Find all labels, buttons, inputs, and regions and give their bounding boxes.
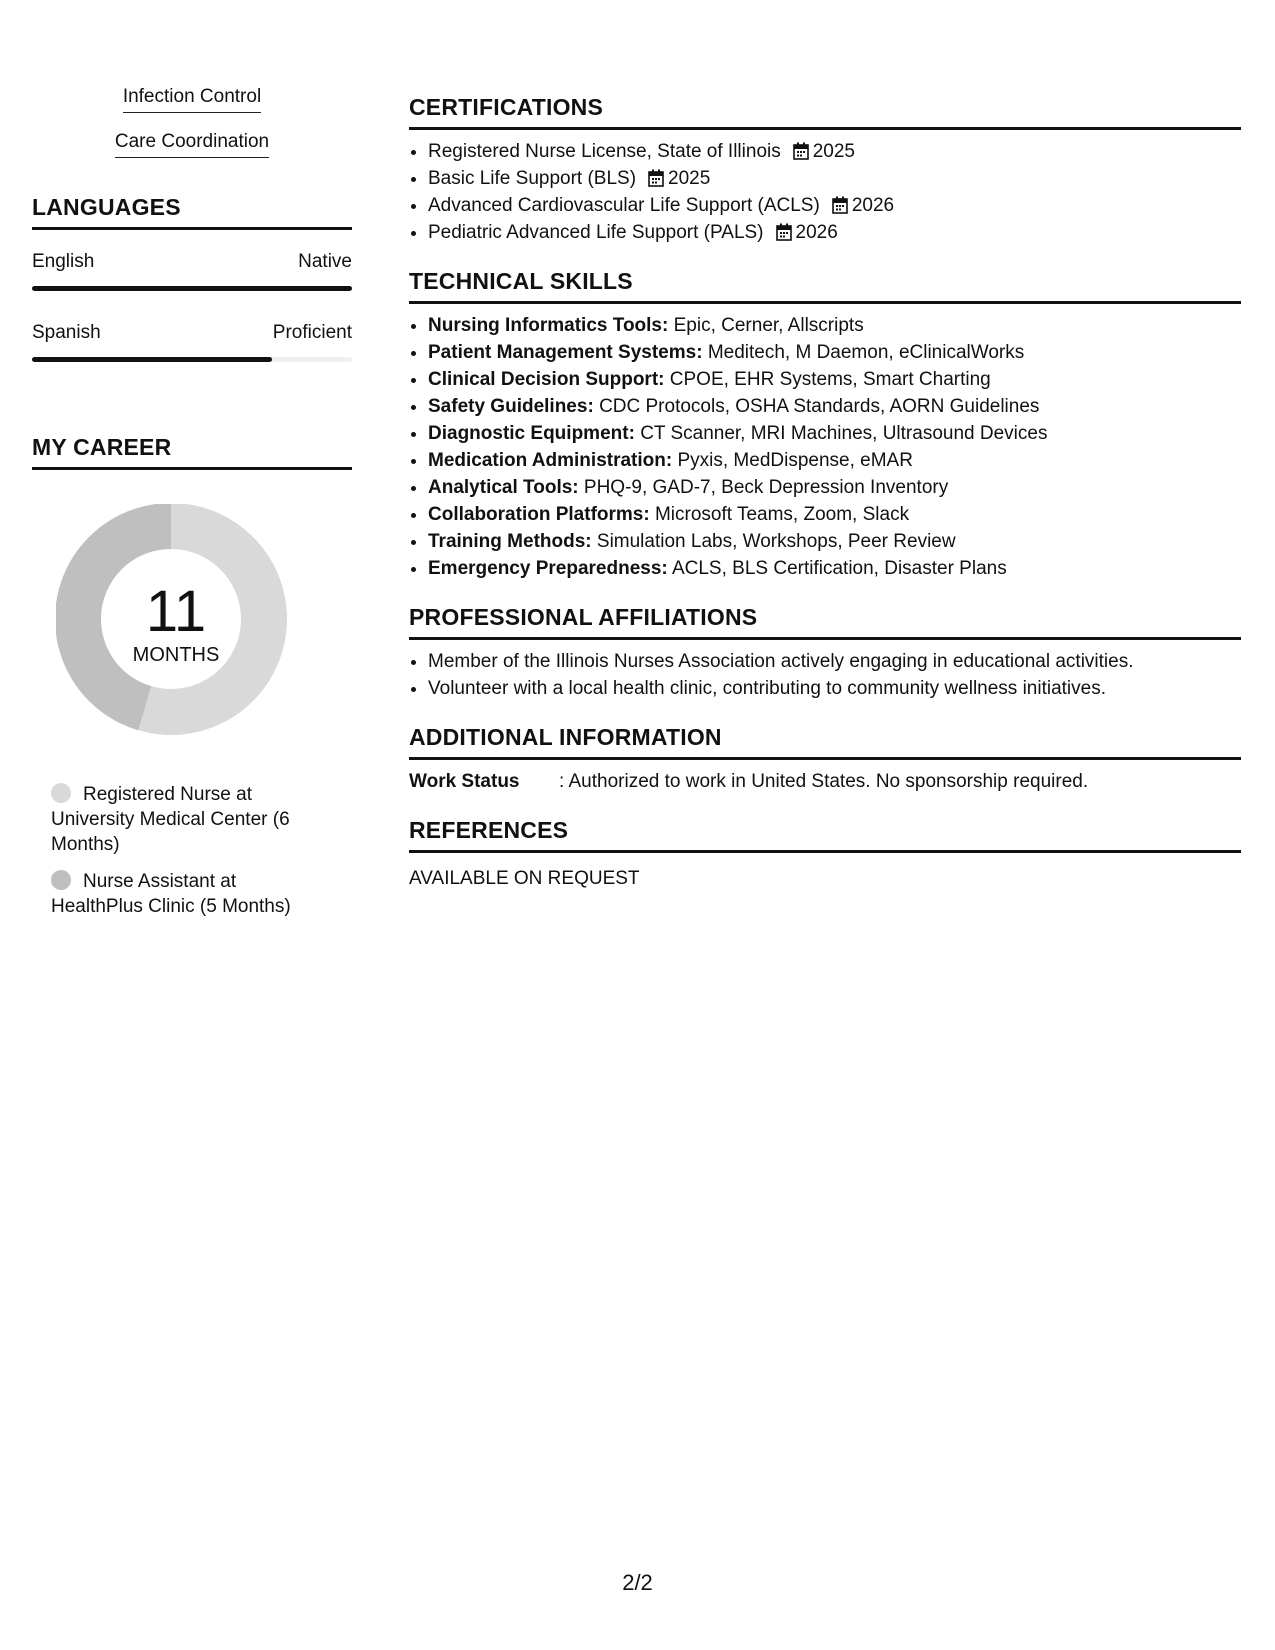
career-total-unit: MONTHS bbox=[132, 644, 220, 666]
certification-item bbox=[428, 192, 1241, 219]
skill-value: ACLS, BLS Certification, Disaster Plans bbox=[671, 558, 1007, 579]
skill-label: Patient Management Systems: bbox=[428, 342, 703, 363]
skill-value: PHQ-9, GAD-7, Beck Depression Inventory bbox=[583, 477, 949, 498]
skill-value: Microsoft Teams, Zoom, Slack bbox=[654, 504, 910, 525]
skill-label: Emergency Preparedness: bbox=[428, 558, 668, 579]
language-item bbox=[32, 250, 352, 291]
skill-label: Nursing Informatics Tools: bbox=[428, 315, 669, 336]
language-level-fill bbox=[32, 286, 352, 291]
skill-label: Safety Guidelines: bbox=[428, 396, 594, 417]
career-heading: MY CAREER bbox=[32, 434, 352, 470]
language-name: English bbox=[32, 251, 95, 272]
technical-skills-heading: TECHNICAL SKILLS bbox=[409, 268, 1241, 304]
affiliation-item: • Member of the Illinois Nurses Association actively engaging in educational activities. bbox=[428, 648, 1241, 675]
language-level: Native bbox=[298, 251, 352, 272]
affiliations-list bbox=[409, 648, 1241, 702]
skill-label: Analytical Tools: bbox=[428, 477, 579, 498]
certification-name: Registered Nurse License, State of Illinois bbox=[428, 141, 781, 162]
language-level-bar bbox=[32, 357, 352, 362]
technical-skill-item bbox=[428, 312, 1241, 339]
certification-year: 2025 bbox=[668, 168, 711, 189]
career-total-months: 11 bbox=[145, 579, 207, 644]
language-level-fill bbox=[32, 357, 272, 362]
languages-heading: LANGUAGES bbox=[32, 194, 352, 230]
sidebar bbox=[32, 84, 352, 931]
language-name: Spanish bbox=[32, 322, 101, 343]
work-status-label: Work Status bbox=[409, 771, 520, 792]
skill-tag: Care Coordination bbox=[115, 129, 269, 158]
calendar-icon bbox=[648, 169, 664, 187]
certification-item bbox=[428, 219, 1241, 246]
technical-skill-item bbox=[428, 501, 1241, 528]
calendar-icon bbox=[793, 142, 809, 160]
language-level: Proficient bbox=[272, 322, 352, 343]
language-level-bar bbox=[32, 286, 352, 291]
certification-name: Pediatric Advanced Life Support (PALS) bbox=[428, 222, 764, 243]
technical-skill-item bbox=[428, 339, 1241, 366]
calendar-icon bbox=[832, 196, 848, 214]
skill-value: CDC Protocols, OSHA Standards, AORN Guidelines bbox=[599, 396, 1040, 417]
career-donut-chart bbox=[56, 504, 306, 754]
work-status-row bbox=[409, 768, 1241, 795]
skill-value: CT Scanner, MRI Machines, Ultrasound Devices bbox=[640, 423, 1048, 444]
skill-label: Clinical Decision Support: bbox=[428, 369, 665, 390]
page-number: 2/2 bbox=[622, 1570, 653, 1595]
technical-skill-item bbox=[428, 447, 1241, 474]
skill-label: Medication Administration: bbox=[428, 450, 673, 471]
additional-info-heading: ADDITIONAL INFORMATION bbox=[409, 724, 1241, 760]
technical-skills-list bbox=[409, 312, 1241, 582]
skill-value: Simulation Labs, Workshops, Peer Review bbox=[596, 531, 956, 552]
skill-value: Meditech, M Daemon, eClinicalWorks bbox=[707, 342, 1025, 363]
certification-name: Basic Life Support (BLS) bbox=[428, 168, 637, 189]
technical-skill-item bbox=[428, 393, 1241, 420]
work-status-value: : Authorized to work in United States. No sponsorship required. bbox=[559, 771, 1089, 792]
certification-year: 2026 bbox=[851, 195, 895, 216]
technical-skill-item bbox=[428, 528, 1241, 555]
affiliations-heading: PROFESSIONAL AFFILIATIONS bbox=[409, 604, 1241, 640]
skill-value: CPOE, EHR Systems, Smart Charting bbox=[669, 369, 991, 390]
technical-skill-item bbox=[428, 366, 1241, 393]
skill-value: Epic, Cerner, Allscripts bbox=[673, 315, 864, 336]
references-text: AVAILABLE ON REQUEST bbox=[409, 868, 640, 889]
technical-skill-item bbox=[428, 555, 1241, 582]
skill-label: Collaboration Platforms: bbox=[428, 504, 650, 525]
certification-item bbox=[428, 138, 1241, 165]
skill-label: Diagnostic Equipment: bbox=[428, 423, 635, 444]
language-item bbox=[32, 321, 352, 362]
certifications-heading: CERTIFICATIONS bbox=[409, 94, 1241, 130]
legend-dot-icon bbox=[51, 870, 71, 890]
certifications-list bbox=[409, 138, 1241, 246]
affiliation-item: • Volunteer with a local health clinic, contributing to community wellness initiatives. bbox=[428, 675, 1241, 702]
certification-year: 2026 bbox=[795, 222, 838, 243]
career-legend-label: Registered Nurse at University Medical Center (6 Months) bbox=[51, 784, 290, 855]
references-heading: REFERENCES bbox=[409, 817, 1241, 853]
career-legend-label: Nurse Assistant at HealthPlus Clinic (5 Months) bbox=[51, 871, 291, 917]
main-content bbox=[409, 94, 1241, 892]
legend-dot-icon bbox=[51, 783, 71, 803]
technical-skill-item bbox=[428, 474, 1241, 501]
certification-year: 2025 bbox=[812, 141, 856, 162]
career-legend bbox=[51, 782, 311, 919]
technical-skill-item bbox=[428, 420, 1241, 447]
career-legend-item bbox=[51, 869, 311, 919]
skill-tag: Infection Control bbox=[123, 84, 261, 113]
skill-label: Training Methods: bbox=[428, 531, 592, 552]
calendar-icon bbox=[776, 223, 792, 241]
certification-item bbox=[428, 165, 1241, 192]
skill-value: Pyxis, MedDispense, eMAR bbox=[677, 450, 913, 471]
career-legend-item bbox=[51, 782, 311, 857]
certification-name: Advanced Cardiovascular Life Support (ACLS) bbox=[428, 195, 820, 216]
